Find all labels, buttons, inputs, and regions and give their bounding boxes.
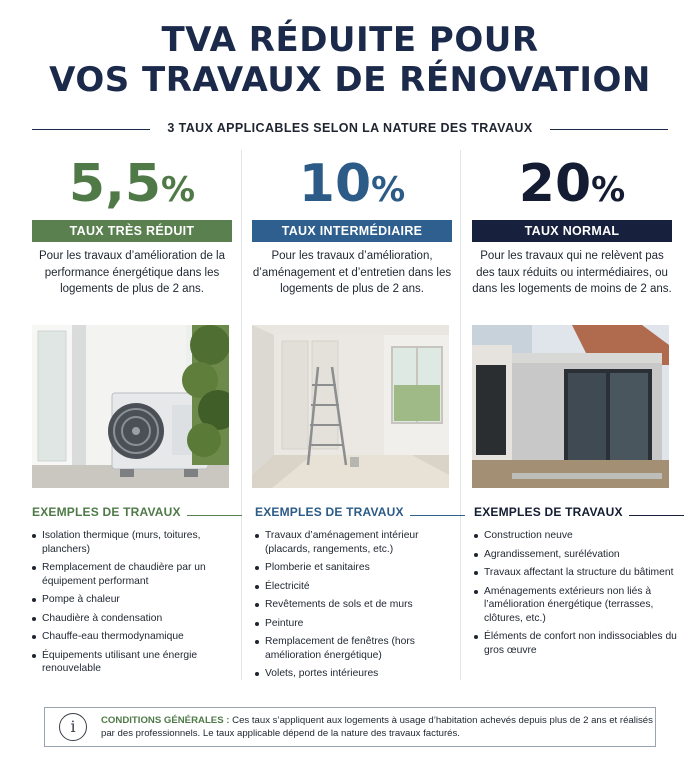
list-item: Remplacement de fenêtres (hors amélioration énergétique) [255, 635, 465, 662]
rate-column-intermediate [252, 150, 452, 320]
rate-badge: TAUX NORMAL [472, 220, 672, 242]
list-item: Électricité [255, 580, 465, 594]
rate-column-normal [472, 150, 672, 320]
examples-intermediate [255, 505, 465, 686]
list-item: Volets, portes intérieures [255, 667, 465, 681]
subtitle-divider-right [550, 129, 668, 130]
list-item: Travaux affectant la structure du bâtiment [474, 566, 684, 580]
list-item: Construction neuve [474, 529, 684, 543]
conditions-text [101, 714, 655, 741]
room-renovation-photo [252, 325, 449, 488]
examples-heading: EXEMPLES DE TRAVAUX [32, 505, 242, 519]
list-item: Agrandissement, surélévation [474, 548, 684, 562]
list-item: Éléments de confort non indissociables du gros œuvre [474, 630, 684, 657]
list-item: Équipements utilisant une énergie renouvelable [32, 649, 242, 676]
list-item: Chauffe-eau thermodynamique [32, 630, 242, 644]
info-icon: i [59, 713, 87, 741]
examples-list [474, 529, 684, 657]
list-item: Pompe à chaleur [32, 593, 242, 607]
list-item: Travaux d’aménagement intérieur (placards, rangements, etc.) [255, 529, 465, 556]
examples-list [255, 529, 465, 681]
rate-description: Pour les travaux d’amélioration de la performance énergétique dans les logements de plus de 2 ans. [38, 250, 226, 295]
title-line-2: VOS TRAVAUX DE RÉNOVATION [49, 60, 651, 100]
list-item: Aménagements extérieurs non liés à l’amélioration énergétique (terrasses, clôtures, etc.) [474, 585, 684, 626]
examples-heading: EXEMPLES DE TRAVAUX [474, 505, 684, 519]
examples-normal [474, 505, 684, 662]
list-item: Revêtements de sols et de murs [255, 598, 465, 612]
examples-reduced [32, 505, 242, 681]
list-item: Chaudière à condensation [32, 612, 242, 626]
rate-badge: TAUX INTERMÉDIAIRE [252, 220, 452, 242]
rate-value: 5,5% [68, 154, 196, 214]
subtitle-divider-left [32, 129, 150, 130]
rate-description: Pour les travaux qui ne relèvent pas des taux réduits ou intermédiaires, ou dans les logements de moins de 2 ans. [472, 250, 672, 295]
rate-value: 20% [518, 154, 626, 214]
rate-description: Pour les travaux d’amélioration, d’aménagement et d’entretien dans les logements de plus de 2 ans. [252, 250, 452, 295]
conditions-body: Ces taux s’appliquent aux logements à usage d’habitation achevés depuis plus de 2 ans et réalisés par des professionnels. Le taux applicable dépend de la nature des travaux facturés. [101, 714, 653, 739]
page-title [0, 20, 700, 100]
list-item: Isolation thermique (murs, toitures, planchers) [32, 529, 242, 556]
house-extension-photo [472, 325, 669, 488]
conditions-box [44, 707, 656, 747]
examples-list [32, 529, 242, 676]
title-line-1: TVA RÉDUITE POUR [161, 20, 539, 60]
examples-heading: EXEMPLES DE TRAVAUX [255, 505, 465, 519]
list-item: Plomberie et sanitaires [255, 561, 465, 575]
list-item: Peinture [255, 617, 465, 631]
rate-value: 10% [298, 154, 406, 214]
rate-badge: TAUX TRÈS RÉDUIT [32, 220, 232, 242]
subtitle-row [32, 120, 668, 140]
heat-pump-photo [32, 325, 229, 488]
subtitle: 3 TAUX APPLICABLES SELON LA NATURE DES TRAVAUX [167, 121, 533, 135]
conditions-label: CONDITIONS GÉNÉRALES : [101, 714, 230, 726]
list-item: Remplacement de chaudière par un équipement performant [32, 561, 242, 588]
rate-column-reduced [32, 150, 232, 320]
